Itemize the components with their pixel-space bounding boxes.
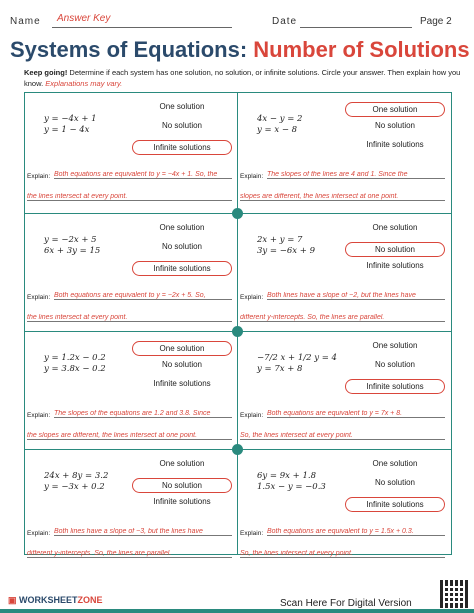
explain-label: Explain:: [240, 412, 264, 419]
explanation-line-2: the lines intersect at every point.: [27, 314, 232, 322]
equation-system: [257, 235, 315, 257]
equation: 4x − y = 2: [257, 114, 303, 124]
problem-cell-2: [237, 92, 450, 210]
title-part2: Number of Solutions: [253, 37, 470, 62]
instructions-text: Determine if each system has one solution, no solution, or infinite solutions. Circle your answer. Then explain how you know.: [24, 68, 461, 88]
name-value: Answer Key: [57, 13, 111, 24]
option-no-solution[interactable]: No solution: [345, 242, 445, 257]
problem-cell-1: [24, 92, 237, 210]
explanation-line-2: slopes are different, the lines intersect at one point.: [240, 193, 445, 201]
option-one-solution[interactable]: One solution: [372, 341, 418, 350]
explanation-line-1: The slopes of the equations are 1.2 and 3.8. Since: [54, 410, 232, 418]
problem-cell-3: [24, 213, 237, 331]
problem-cell-4: [237, 213, 450, 331]
option-infinite-solutions[interactable]: Infinite solutions: [366, 261, 424, 270]
option-infinite-solutions[interactable]: Infinite solutions: [153, 497, 211, 506]
equation: 6x + 3y = 15: [44, 246, 101, 256]
qr-code-icon[interactable]: [440, 580, 468, 608]
title-part1: Systems of Equations:: [10, 37, 248, 62]
option-no-solution[interactable]: No solution: [374, 360, 416, 369]
option-one-solution[interactable]: One solution: [132, 341, 232, 356]
explanation-line-1: Both lines have a slope of −3, but the lines have: [54, 528, 232, 536]
equation: y = 1 − 4x: [44, 125, 90, 135]
explanation-line-2: So, the lines intersect at every point.: [240, 550, 445, 558]
option-one-solution[interactable]: One solution: [372, 223, 418, 232]
option-no-solution[interactable]: No solution: [161, 242, 203, 251]
explanation-line-2: the lines intersect at every point.: [27, 193, 232, 201]
equation: 2x + y = 7: [257, 235, 303, 245]
explanation-line-2: different y-intercepts. So, the lines are parallel.: [240, 314, 445, 322]
problem-cell-6: [237, 331, 450, 449]
equation: y = −2x + 5: [44, 235, 97, 245]
option-one-solution[interactable]: One solution: [159, 459, 205, 468]
option-infinite-solutions[interactable]: Infinite solutions: [345, 379, 445, 394]
option-no-solution[interactable]: No solution: [132, 478, 232, 493]
equation: −7/2 x + 1/2 y = 4: [257, 353, 337, 363]
equation-system: [44, 471, 108, 493]
equation: y = 3.8x − 0.2: [44, 364, 106, 374]
footer-bar: [0, 609, 474, 613]
equation-system: [44, 235, 100, 257]
worksheet-zone-logo: ▣ WORKSHEETZONE: [8, 595, 103, 605]
option-infinite-solutions[interactable]: Infinite solutions: [345, 497, 445, 512]
explanation-line-1: Both lines have a slope of −2, but the lines have: [267, 292, 445, 300]
equation: y = 1.2x − 0.2: [44, 353, 106, 363]
explanation-line-2: the slopes are different, the lines intersect at one point.: [27, 432, 232, 440]
problem-cell-8: [237, 449, 450, 567]
explain-label: Explain:: [240, 173, 264, 180]
explanation-line-1: Both equations are equivalent to y = 1.5x + 0.3.: [267, 528, 445, 536]
explanation-line-1: Both equations are equivalent to y = −4x + 1. So, the: [54, 171, 232, 179]
explain-label: Explain:: [240, 294, 264, 301]
explain-label: Explain:: [240, 530, 264, 537]
equation: 24x + 8y = 3.2: [44, 471, 109, 481]
option-one-solution[interactable]: One solution: [159, 223, 205, 232]
explanation-line-1: The slopes of the lines are 4 and 1. Since the: [267, 171, 445, 179]
explanation-line-1: Both equations are equivalent to y = 7x + 8.: [267, 410, 445, 418]
equation-system: [257, 353, 337, 375]
explain-label: Explain:: [27, 412, 51, 419]
option-one-solution[interactable]: One solution: [345, 102, 445, 117]
explain-label: Explain:: [27, 173, 51, 180]
instructions-hint: Explanations may vary.: [45, 79, 123, 88]
equation: y = −3x + 0.2: [44, 482, 105, 492]
explanation-line-1: Both equations are equivalent to y = −2x + 5. So,: [54, 292, 232, 300]
equation-system: [257, 114, 302, 136]
scan-label: Scan Here For Digital Version: [280, 598, 412, 609]
option-infinite-solutions[interactable]: Infinite solutions: [132, 140, 232, 155]
equation-system: [44, 353, 106, 375]
explain-label: Explain:: [27, 530, 51, 537]
name-rule: [52, 27, 232, 28]
equation: 6y = 9x + 1.8: [257, 471, 316, 481]
option-infinite-solutions[interactable]: Infinite solutions: [366, 140, 424, 149]
option-infinite-solutions[interactable]: Infinite solutions: [153, 379, 211, 388]
equation-system: [257, 471, 326, 493]
explanation-line-2: different y-intercepts. So, the lines are parallel.: [27, 550, 232, 558]
option-no-solution[interactable]: No solution: [161, 121, 203, 130]
date-label: Date: [272, 16, 298, 27]
instructions-lead: Keep going!: [24, 68, 68, 77]
equation: 3y = −6x + 9: [257, 246, 315, 256]
equation: y = x − 8: [257, 125, 298, 135]
equation: y = −4x + 1: [44, 114, 97, 124]
explanation-line-2: So, the lines intersect at every point.: [240, 432, 445, 440]
problem-cell-7: [24, 449, 237, 567]
option-no-solution[interactable]: No solution: [161, 360, 203, 369]
option-infinite-solutions[interactable]: Infinite solutions: [132, 261, 232, 276]
option-no-solution[interactable]: No solution: [374, 121, 416, 130]
equation-system: [44, 114, 97, 136]
page-title: [10, 37, 470, 63]
name-label: Name: [10, 16, 41, 27]
equation: 1.5x − y = −0.3: [257, 482, 326, 492]
equation: y = 7x + 8: [257, 364, 303, 374]
explain-label: Explain:: [27, 294, 51, 301]
option-one-solution[interactable]: One solution: [159, 102, 205, 111]
page-label: Page 2: [420, 16, 452, 27]
date-rule: [300, 27, 412, 28]
option-one-solution[interactable]: One solution: [372, 459, 418, 468]
instructions: [24, 67, 464, 89]
problem-cell-5: [24, 331, 237, 449]
option-no-solution[interactable]: No solution: [374, 478, 416, 487]
